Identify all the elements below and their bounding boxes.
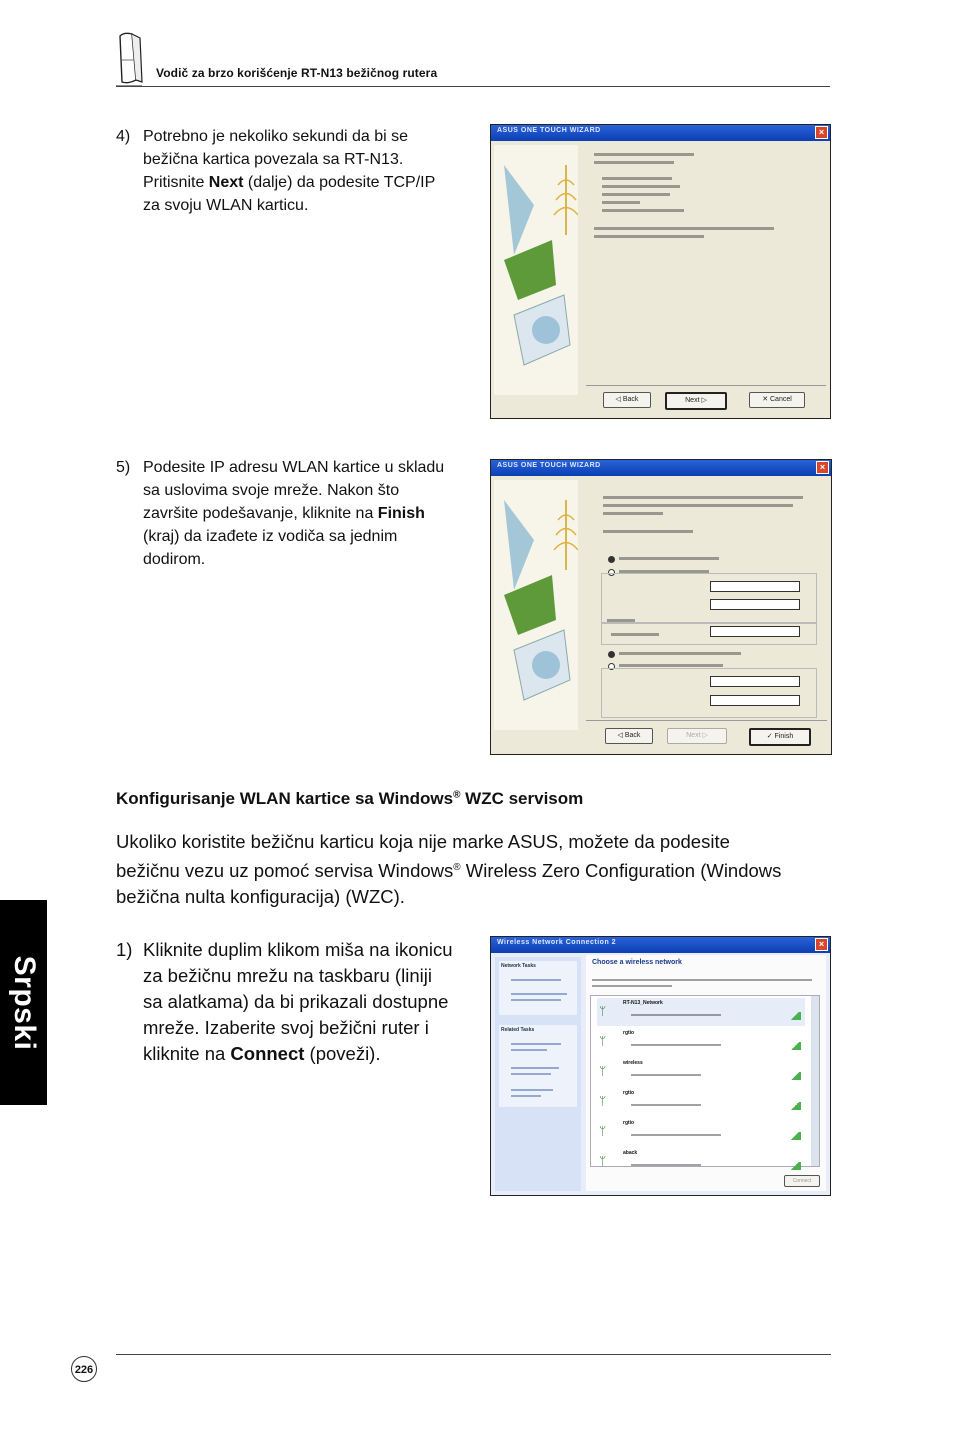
signal-strength-icon <box>789 1012 801 1020</box>
network-item[interactable] <box>597 1118 805 1146</box>
intro-line <box>116 855 828 884</box>
step-5-text <box>143 456 444 571</box>
network-item[interactable] <box>597 1058 805 1086</box>
subnet-mask-field[interactable] <box>710 599 800 610</box>
intro-text-part: bežičnu vezu uz pomoć servisa Windows <box>116 860 454 882</box>
next-button[interactable]: Next ▷ <box>665 392 727 410</box>
registered-mark: ® <box>453 862 461 873</box>
gateway-field[interactable] <box>710 626 800 637</box>
network-item[interactable] <box>597 1148 805 1176</box>
step-5-text-part: završite podešavanje, kliknite na <box>143 505 378 522</box>
wizard-art-icon <box>494 145 578 395</box>
intro-text-part: Wireless Zero Configuration (Windows <box>460 860 782 882</box>
antenna-icon: ᛘ <box>599 1004 607 1018</box>
intro-line: Ukoliko koristite bežičnu karticu koja nije marke ASUS, možete da podesite <box>116 831 730 852</box>
network-item[interactable] <box>597 1028 805 1056</box>
preferred-dns-field[interactable] <box>710 676 800 687</box>
antenna-icon: ᛘ <box>599 1064 607 1078</box>
wizard-screenshot-ip-settings <box>490 459 832 755</box>
next-button-disabled[interactable]: Next ▷ <box>667 728 727 744</box>
close-icon[interactable]: × <box>815 938 828 951</box>
network-name: rgtio <box>623 1030 635 1036</box>
section-heading-text: WZC servisom <box>460 789 584 808</box>
wizard-art-icon <box>494 480 578 730</box>
registered-mark: ® <box>453 789 461 801</box>
step-1-line: Kliknite duplim klikom miša na ikonicu <box>143 939 453 960</box>
network-name: RT-N13_Network <box>623 1000 663 1006</box>
section-heading <box>116 789 583 809</box>
step-4-text <box>143 125 435 217</box>
finish-button[interactable]: ✓ Finish <box>749 728 811 746</box>
language-side-tab <box>0 900 47 1105</box>
cancel-button[interactable]: ✕ Cancel <box>749 392 805 408</box>
step-1-line: za bežičnu mrežu na taskbaru (liniji <box>143 965 432 986</box>
list-scrollbar[interactable] <box>811 996 819 1166</box>
step-4-line: za svoju WLAN karticu. <box>143 197 309 214</box>
step-1-text <box>143 937 483 1067</box>
router-icon <box>114 30 144 88</box>
signal-strength-icon <box>789 1072 801 1080</box>
close-icon[interactable]: × <box>815 126 828 139</box>
step-4 <box>116 125 476 217</box>
step-5-bold-finish: Finish <box>377 505 425 522</box>
step-1-line: sa alatkama) da bi prikazali dostupne <box>143 991 449 1012</box>
network-item[interactable] <box>597 998 805 1026</box>
step-4-line <box>143 171 435 194</box>
step-1-number: 1) <box>116 939 133 960</box>
back-button[interactable]: ◁ Back <box>603 392 651 408</box>
step-5 <box>116 456 476 572</box>
back-button[interactable]: ◁ Back <box>605 728 653 744</box>
header-title: Vodič za brzo korišćenje RT-N13 bežičnog rutera <box>156 66 438 80</box>
window-title: ASUS ONE TOUCH WIZARD <box>497 462 601 469</box>
signal-strength-icon <box>789 1162 801 1170</box>
network-tasks-title: Network Tasks <box>501 963 536 969</box>
network-name: aback <box>623 1150 638 1156</box>
signal-strength-icon <box>789 1132 801 1140</box>
window-title: Wireless Network Connection 2 <box>497 939 617 946</box>
wzc-heading: Choose a wireless network <box>592 959 682 966</box>
intro-paragraph <box>116 829 828 910</box>
section-heading-text: Konfigurisanje WLAN kartice sa Windows <box>116 789 454 808</box>
step-1-line: mreže. Izaberite svoj bežični ruter i <box>143 1017 429 1038</box>
wzc-screenshot <box>490 936 831 1196</box>
step-4-line: Potrebno je nekoliko sekundi da bi se <box>143 128 409 145</box>
window-title: ASUS ONE TOUCH WIZARD <box>497 127 601 134</box>
step-5-number: 5) <box>116 459 131 476</box>
ip-address-field[interactable] <box>710 581 800 592</box>
step-4-number: 4) <box>116 128 131 145</box>
footer-divider <box>116 1354 831 1355</box>
step-4-bold-next: Next <box>208 174 244 191</box>
network-name: rgtio <box>623 1120 635 1126</box>
step-5-line: (kraj) da izađete iz vodiča sa jednim <box>143 528 398 545</box>
step-1-bold-connect: Connect <box>230 1043 305 1064</box>
antenna-icon: ᛘ <box>599 1124 607 1138</box>
antenna-icon: ᛘ <box>599 1094 607 1108</box>
network-item[interactable] <box>597 1088 805 1116</box>
step-1-text-part: kliknite na <box>143 1043 231 1064</box>
wzc-task-pane <box>495 957 581 1191</box>
page-number: 226 <box>71 1356 97 1382</box>
step-5-line: sa uslovima svoje mreže. Nakon što <box>143 482 400 499</box>
close-icon[interactable]: × <box>816 461 829 474</box>
language-label: Srpski <box>7 955 41 1050</box>
related-tasks-title: Related Tasks <box>501 1027 535 1033</box>
signal-strength-icon <box>789 1102 801 1110</box>
network-name: wireless <box>623 1060 643 1066</box>
network-name: rgtio <box>623 1090 635 1096</box>
intro-line: bežična nulta konfiguracija) (WZC). <box>116 886 405 908</box>
step-4-text-part: (dalje) da podesite TCP/IP <box>243 174 436 191</box>
step-4-line: bežična kartica povezala sa RT-N13. <box>143 151 404 168</box>
window-titlebar <box>491 125 830 141</box>
antenna-icon: ᛘ <box>599 1034 607 1048</box>
antenna-icon: ᛘ <box>599 1154 607 1168</box>
step-5-line: Podesite IP adresu WLAN kartice u skladu <box>143 459 445 476</box>
wzc-network-list-pane <box>586 955 826 1191</box>
step-1-text-part: (poveži). <box>304 1043 381 1064</box>
alternate-dns-field[interactable] <box>710 695 800 706</box>
obtain-ip-radio[interactable] <box>608 556 615 563</box>
step-1-line <box>143 1041 483 1067</box>
obtain-dns-radio[interactable] <box>608 651 615 658</box>
header-divider <box>116 86 830 87</box>
connect-button[interactable]: Connect <box>784 1175 820 1187</box>
window-titlebar <box>491 460 831 476</box>
step-5-line <box>143 502 444 525</box>
step-4-text-part: Pritisnite <box>143 174 209 191</box>
window-titlebar <box>491 937 830 953</box>
step-5-line: dodirom. <box>143 551 206 568</box>
signal-strength-icon <box>789 1042 801 1050</box>
wizard-screenshot-connected <box>490 124 831 419</box>
